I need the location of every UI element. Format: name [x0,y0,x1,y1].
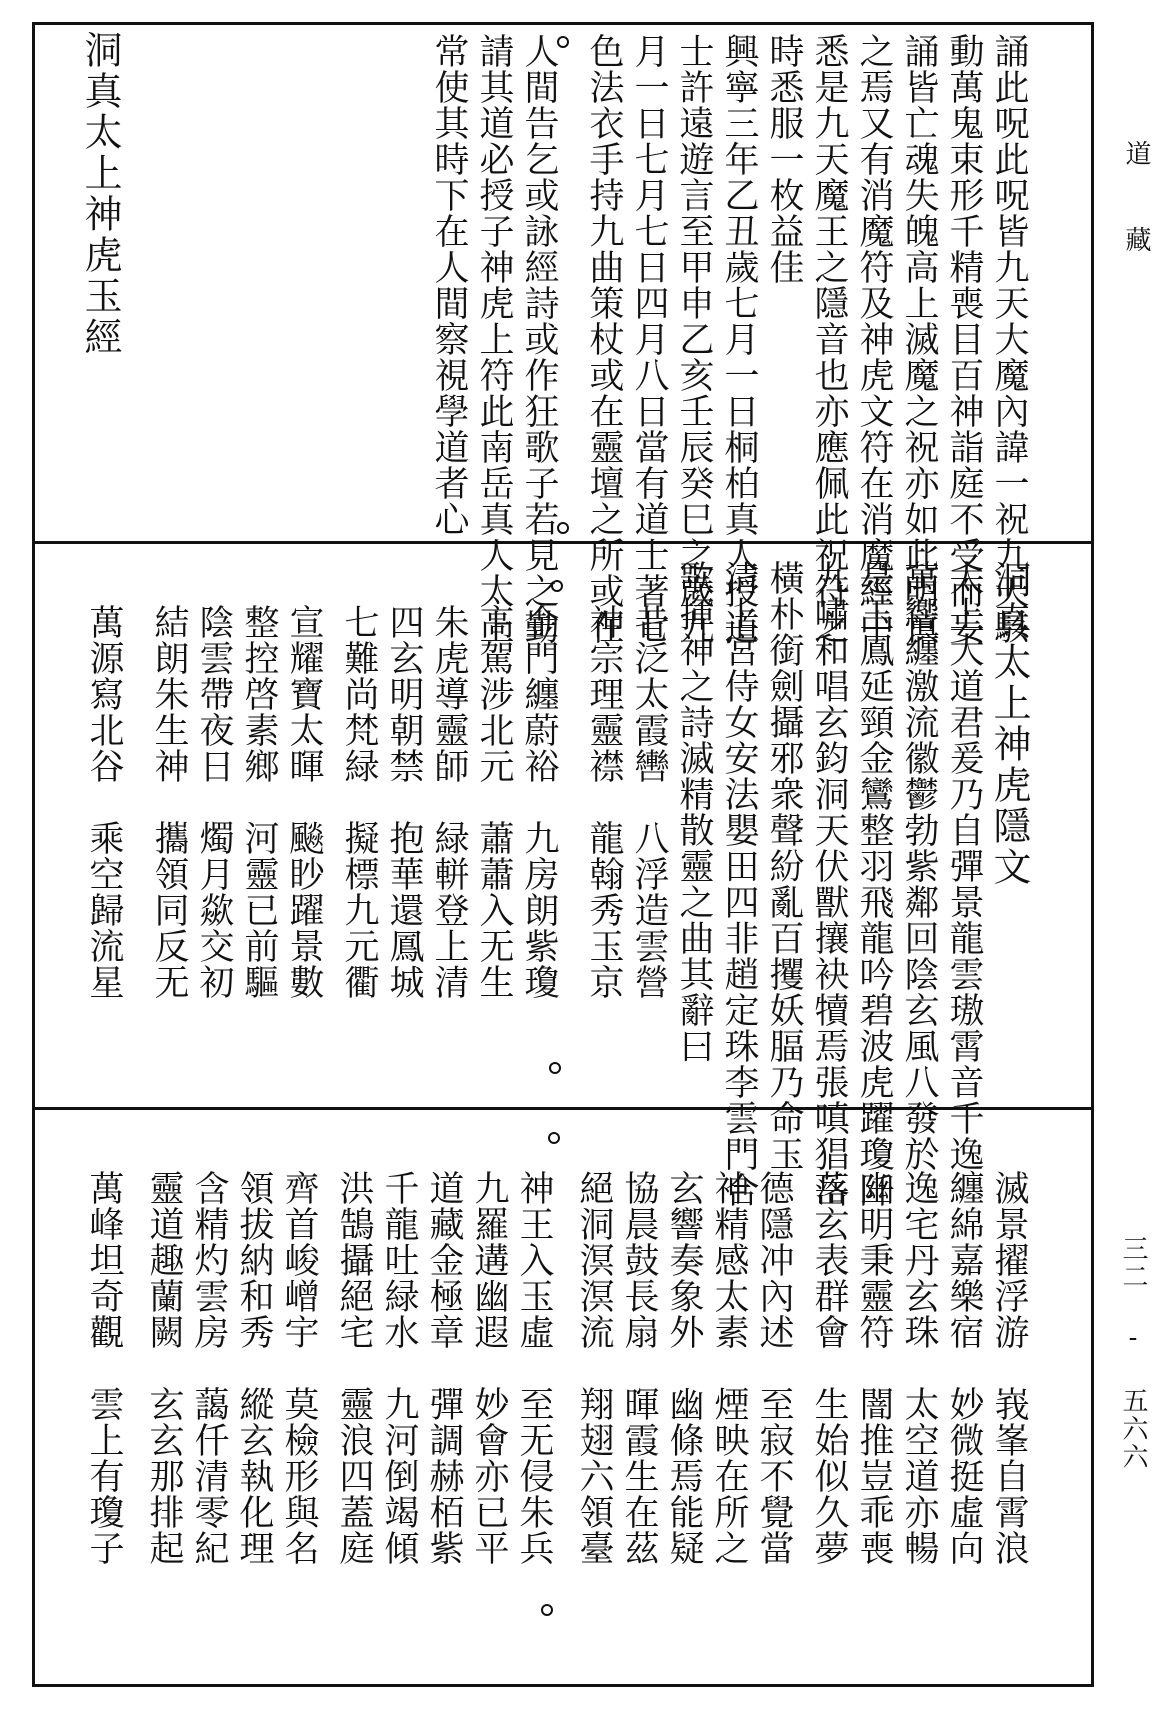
verse-line: 九羅遘幽遐 妙會亦已平 [469,1170,509,1566]
text-column: 月一日七月七日四月八日當有道士著七 [629,33,669,645]
verse-line: 纏綿嘉樂宿 妙微挺虛向 [944,1170,984,1566]
text-column: 常使其時下在人間察視學道者心 [429,33,469,537]
verse-line: 整控啓素鄉 河靈已前驅 [239,604,279,1000]
text-column: 人間告乞或詠經詩或作狂歌子若見之勤 [519,33,559,645]
collection-label: 道藏 [1121,140,1151,312]
verse-line: 絕洞溟溟流 翔翅六領臺 [574,1170,614,1566]
text-column: 動萬鬼束形千精喪目百神詣庭不受而妄 [944,33,984,645]
verse-line: 四玄明朝禁 抱華還鳳城 [384,604,424,1000]
verse-line: 萬源寫北谷 乘空歸流星 [84,604,124,1000]
verse-line: 滅景擢浮游 峩峯自霄浪 [989,1170,1029,1566]
verse-line: 齊首峻嶒宇 莫檢形與名 [279,1170,319,1566]
verse-line: 德隱冲內述 至寂不覺當 [754,1170,794,1566]
verse-line: 神精感太素 煙映在所之 [709,1170,749,1566]
text-column: 太上大道君爰乃自彈景龍雲璈霄音千逸 [944,560,984,1172]
verse-line: 含精灼雲房 藹仟清零紀 [189,1170,229,1566]
text-column: 九嘯和唱玄鈞洞天伏獸攘袂犢焉張嗔猖岳 [809,560,849,1208]
verse-line: 協晨鼓長扇 暉霞生在茲 [619,1170,659,1566]
punctuation-circle [541,1604,553,1616]
punctuation-circle [549,1062,561,1074]
text-column: 興寧三年乙丑歲七月一日桐柏真人授道 [719,33,759,645]
verse-line: 領拔納和秀 縱玄執化理 [234,1170,274,1566]
verse-line: 道藏金極章 彈調赫栢紫 [424,1170,464,1566]
page-number: 三二 - 五六六 [1118,1235,1148,1471]
verse-line: 七難尚梵緑 擬標九元衢 [339,604,379,1000]
verse-line: 玄響奏象外 幽條焉能疑 [664,1170,704,1566]
verse-line: 宣耀寶太暉 飈眇躍景數 [284,604,324,1000]
verse-line: 結朗朱生神 攜領同反无 [149,604,189,1000]
verse-line: 逸宅丹玄珠 太空道亦暢 [899,1170,939,1566]
text-column: 時悉服一枚益佳 [764,33,804,285]
text-column: 色法衣手持九曲策杖或在靈壇之所或在 [584,33,624,645]
verse-line: 落玄表群會 生始似久夢 [809,1170,849,1566]
verse-line: 神王入玉虛 至无侵朱兵 [514,1170,554,1566]
punctuation-circle [548,1132,560,1144]
text-column: 是玉鳳延頸金鸞整羽飛龍吟碧波虎躍瓊阡 [854,560,894,1208]
text-column: 悉是九天魔王之隱音也亦應佩此祝符之 [809,33,849,645]
text-column: 歌揮神之詩滅精散靈之曲其辭曰 [674,560,714,1064]
verse-line: 陰雲帶夜日 燭月歘交初 [194,604,234,1000]
verse-line: 靈道趣蘭闕 玄玄那排起 [144,1170,184,1566]
text-column: 士許遠遊言至甲申乙亥壬辰癸巳之歲九 [674,33,714,645]
text-column: 誦此呪此呪皆九天大魔內諱一祝九天駭 [989,33,1029,645]
verse-line: 昔泛太霞轡 八浮造雲營 [629,604,669,1000]
text-column: 清上宮侍女安法嬰田四非趙定珠李雲門合 [719,560,759,1208]
text-column: 誦皆亡魂失魄高上滅魔之祝亦如此明慎 [899,33,939,645]
verse-line: 洪鵠攝絕宅 靈浪四蓋庭 [334,1170,374,1566]
text-column: 橫朴銜劍攝邪衆聲紛亂百攫妖腷乃命玉 [764,560,804,1172]
verse-line: 朱虎導靈師 緑軿登上清 [429,604,469,1000]
verse-line: 金門纏蔚裕 九房朗紫瓊 [519,604,559,1000]
verse-line: 萬峰坦奇觀 雲上有瓊子 [84,1170,124,1566]
text-column: 請其道必授子神虎上符此南岳真人太上 [474,33,514,645]
text-column: 萬響纏激流徽鬱勃紫鄰回陰玄風八發於 [899,560,939,1172]
text-column: 之焉又有消魔符及神虎文符在消魔經中 [854,33,894,645]
verse-line: 高駕涉北元 蕭蕭入无生 [474,604,514,1000]
verse-line: 幽明秉靈符 闇推豈乖喪 [854,1170,894,1566]
verse-line: 千龍吐緑水 九河倒竭傾 [379,1170,419,1566]
section-heading: 洞真太上神虎隱文 [987,560,1031,888]
section-title: 洞真太上神虎玉經 [78,30,122,358]
verse-line: 神宗理靈襟 龍翰秀玉京 [584,604,624,1000]
